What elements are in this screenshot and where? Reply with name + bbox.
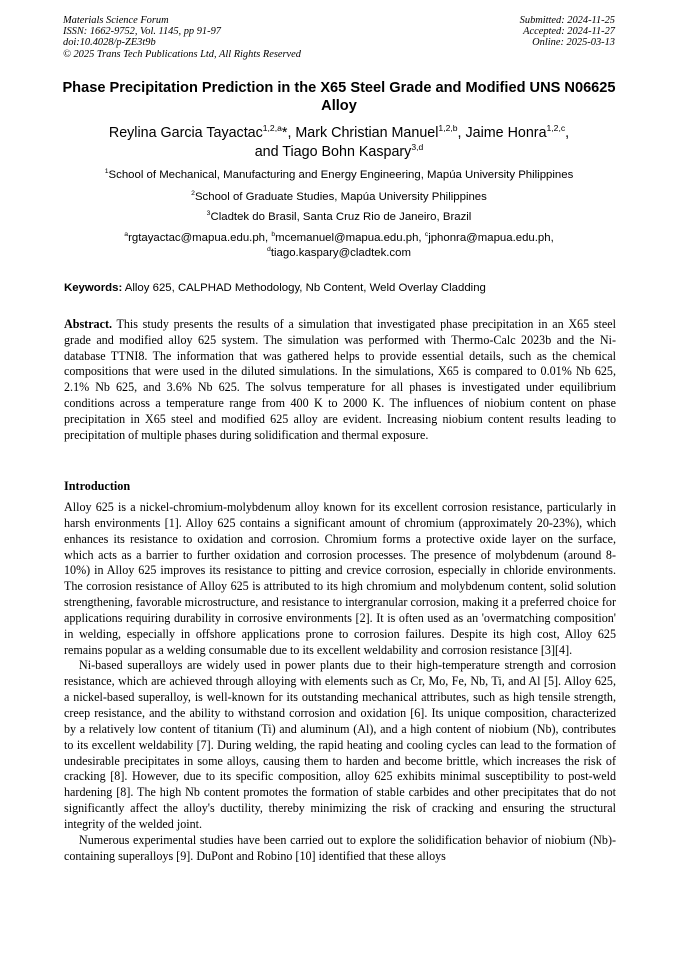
email-sup: c	[424, 231, 429, 239]
author-emails	[60, 231, 618, 261]
email-link[interactable]: mcemanuel@mapua.edu.ph,	[275, 232, 425, 244]
accepted-date: Accepted: 2024-11-27	[523, 26, 615, 38]
affiliation-text: School of Mechanical, Manufacturing and Energy Engineering, Mapúa University Philippines	[108, 169, 574, 181]
journal-name: Materials Science Forum	[63, 15, 169, 26]
author-affiliation-sup: 1,2,c	[546, 123, 566, 134]
email-sup: b	[271, 231, 276, 239]
author-separator: ,	[457, 125, 466, 141]
keywords-label: Keywords:	[64, 282, 123, 294]
introduction-body	[64, 500, 616, 864]
affiliation-3	[60, 210, 618, 224]
author-affiliation-sup: 1,2,a	[262, 123, 282, 134]
online-date: Online: 2025-03-13	[532, 37, 615, 49]
doi-line: doi:10.4028/p-ZE3t9b	[63, 37, 156, 49]
author-separator: ,	[565, 125, 570, 141]
author-name: Jaime Honra	[465, 125, 547, 141]
keywords-text: Alloy 625, CALPHAD Methodology, Nb Content, Weld Overlay Cladding	[122, 282, 486, 294]
email-sup: a	[124, 231, 129, 239]
affiliation-text: School of Graduate Studies, Mapúa University Philippines	[194, 191, 487, 203]
author-name: and Tiago Bohn Kaspary	[254, 143, 412, 160]
abstract-text: This study presents the results of a simulation that investigated phase precipitation in an X65 steel grade and modified alloy 625 system. The simulation was performed with Thermo-Calc 2023b and the Ni-database TTNI8. The information that was gathered helps to provide essential details, such as the chemical compositions that were used in the diluted simulations. In the simulations, X65 is compared to 0.01% Nb 625, 2.1% Nb 625, and 3.6% Nb 625. The solvus temperature for all phases is investigated under equilibrium conditions across a temperature range from 400 K to 2000 K. The influences of niobium content on phase precipitation in X65 steel and modified 625 alloy are evident. Increasing niobium content results leading to precipitation of multiple phases during solidification and thermal exposure.	[64, 317, 616, 442]
dates-header	[395, 15, 615, 49]
author-name: Mark Christian Manuel	[295, 125, 439, 141]
affiliation-sup: 1	[104, 168, 109, 176]
issn-line: ISSN: 1662-9752, Vol. 1145, pp 91-97	[63, 26, 221, 38]
body-paragraph: Ni-based superalloys are widely used in power plants due to their high-temperature strength and corrosion resistance, which are achieved through alloying with elements such as Cr, Mo, Fe, Nb, Ti, and Al [5]. Alloy 625, a nickel-based superalloy, is well-known for its outstanding mechanical attributes, such as high tensile strength, creep resistance, and the ability to withstand corrosion and oxidation [6]. Its unique composition, characterized by a relatively low content of titanium (Ti) and aluminum (Al), and a high content of niobium (Nb), contributes to its excellent weldability [7]. During welding, the rapid heating and cooling cycles can lead to the formation of undesirable precipitates in some alloys, causing them to harden and become brittle, which increases the risk of cracking [8]. However, due to its specific composition, alloy 625 exhibits minimal susceptibility to post-weld hardening [8]. The high Nb content promotes the formation of stable carbides and other precipitates that do not significantly affect the alloy's ductility, thereby minimizing the risk of cracking and ensuring the structural integrity of the welded joint.	[64, 658, 616, 831]
author-affiliation-sup: 1,2,b	[438, 123, 458, 134]
paper-title: Phase Precipitation Prediction in the X65 Steel Grade and Modified UNS N06625 Alloy	[62, 80, 616, 114]
affiliation-2	[60, 190, 618, 204]
copyright-line: © 2025 Trans Tech Publications Ltd, All Rights Reserved	[63, 48, 301, 60]
submitted-date: Submitted: 2024-11-25	[519, 15, 615, 26]
body-paragraph: Numerous experimental studies have been carried out to explore the solidification behavior of niobium (Nb)-containing superalloys [9]. DuPont and Robino [10] identified that these alloys	[64, 832, 616, 863]
abstract	[64, 317, 616, 443]
keywords	[64, 281, 616, 295]
affiliation-sup: 2	[191, 190, 195, 198]
abstract-label: Abstract.	[64, 317, 113, 331]
affiliation-sup: 3	[206, 210, 211, 218]
journal-header	[63, 15, 393, 60]
email-link[interactable]: tiago.kaspary@cladtek.com	[270, 247, 411, 259]
author-affiliation-sup: 3,d	[411, 141, 424, 152]
author-name: Reylina Garcia Tayactac	[108, 125, 263, 141]
author-list	[60, 124, 618, 161]
introduction-heading: Introduction	[64, 479, 131, 493]
affiliation-text: Cladtek do Brasil, Santa Cruz Rio de Janeiro, Brazil	[210, 211, 472, 223]
author-separator: *,	[281, 125, 296, 141]
email-sup: d	[267, 246, 271, 254]
email-link[interactable]: jphonra@mapua.edu.ph,	[428, 232, 554, 244]
email-link[interactable]: rgtayactac@mapua.edu.ph,	[128, 232, 272, 244]
affiliation-1	[60, 168, 618, 182]
body-paragraph: Alloy 625 is a nickel-chromium-molybdenum alloy known for its excellent corrosion resistance, particularly in harsh environments [1]. Alloy 625 contains a significant amount of chromium (approximately 20-23%), which enhances its resistance to oxidation and corrosion. Chromium forms a protective oxide layer on the surface, which acts as a barrier to further oxidation and corrosion processes. The presence of molybdenum (around 8-10%) in Alloy 625 improves its resistance to pitting and crevice corrosion, especially in chloride environments. The corrosion resistance of Alloy 625 is attributed to its high chromium and molybdenum content, solid solution strengthening, favorable microstructure, and resistance to intergranular corrosion, making it a preferred choice for applications requiring durability in corrosive environments [2]. It is often used as an 'overmatching composition' in welding, especially in offshore applications prone to corrosion failures. Despite its high cost, Alloy 625 remains popular as a welding consumable due to its excellent weldability and corrosion resistance [3][4].	[64, 500, 616, 657]
